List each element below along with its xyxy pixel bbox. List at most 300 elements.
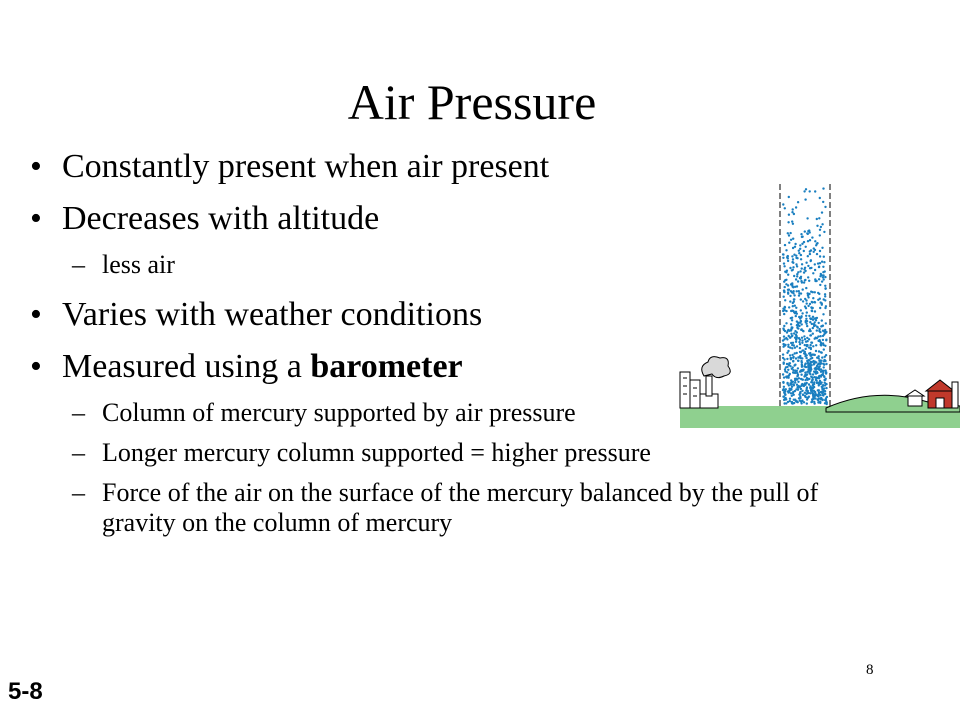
air-particle xyxy=(807,292,809,294)
air-particle xyxy=(792,371,794,373)
air-particle xyxy=(804,279,806,281)
air-particle xyxy=(821,261,823,263)
air-particle xyxy=(814,321,816,323)
page-number: 8 xyxy=(866,662,874,678)
air-particle xyxy=(782,257,784,259)
air-particle xyxy=(787,401,789,403)
air-particle xyxy=(801,337,803,339)
air-particle xyxy=(807,240,809,242)
air-particle xyxy=(788,374,790,376)
air-particle xyxy=(792,247,794,249)
air-particle xyxy=(794,352,796,354)
air-particle xyxy=(793,301,795,303)
air-particle xyxy=(824,206,826,208)
air-particle xyxy=(803,190,805,192)
air-particle xyxy=(787,344,789,346)
air-particle xyxy=(788,306,790,308)
air-particle xyxy=(802,300,804,302)
air-particle xyxy=(792,286,794,288)
air-particle xyxy=(824,285,826,287)
air-particle xyxy=(795,388,797,390)
dash-icon: – xyxy=(72,438,85,467)
air-particle xyxy=(796,265,798,267)
air-particle xyxy=(812,297,814,299)
air-particle xyxy=(791,326,793,328)
air-particle xyxy=(823,256,825,258)
air-particle xyxy=(784,306,786,308)
air-particle xyxy=(801,328,803,330)
air-particle xyxy=(782,253,784,255)
air-particle xyxy=(809,385,811,387)
air-particle xyxy=(825,305,827,307)
air-particle xyxy=(799,343,801,345)
air-particle xyxy=(819,307,821,309)
air-particle xyxy=(787,284,789,286)
air-particle xyxy=(790,317,792,319)
air-particle xyxy=(785,376,787,378)
dash-icon: – xyxy=(72,250,85,279)
air-particle xyxy=(785,322,787,324)
air-particle xyxy=(782,381,784,383)
air-particle xyxy=(818,389,820,391)
dash-icon: – xyxy=(72,478,85,507)
air-particle xyxy=(811,377,813,379)
air-particle xyxy=(796,273,798,275)
air-particle xyxy=(800,316,802,318)
air-particle xyxy=(805,393,807,395)
air-particle xyxy=(822,201,824,203)
air-particle xyxy=(818,383,820,385)
sub-bullet-text: less air xyxy=(102,250,175,279)
air-particle xyxy=(820,325,822,327)
air-particle xyxy=(824,295,826,297)
air-particle xyxy=(804,379,806,381)
air-particle xyxy=(788,330,790,332)
air-particle xyxy=(823,278,825,280)
air-particle xyxy=(791,255,793,257)
air-particle xyxy=(821,211,823,213)
air-particle xyxy=(804,338,806,340)
air-particle xyxy=(794,243,796,245)
bullet-text-bold: barometer xyxy=(310,348,463,385)
air-particle xyxy=(809,253,811,255)
air-particle xyxy=(792,266,794,268)
air-particle xyxy=(797,360,799,362)
air-particle xyxy=(791,344,793,346)
air-particle xyxy=(790,383,792,385)
air-particle xyxy=(801,383,803,385)
air-particle xyxy=(818,357,820,359)
air-particle xyxy=(804,375,806,377)
air-particle xyxy=(791,335,793,337)
air-particle xyxy=(783,291,785,293)
air-particle xyxy=(806,337,808,339)
air-particle xyxy=(798,385,800,387)
air-particle xyxy=(804,198,806,200)
air-particle xyxy=(790,239,792,241)
air-particle xyxy=(814,269,816,271)
air-particle xyxy=(824,287,826,289)
air-particle xyxy=(820,375,822,377)
air-particle xyxy=(782,310,784,312)
air-particle xyxy=(798,341,800,343)
air-particle xyxy=(817,299,819,301)
air-particle xyxy=(813,370,815,372)
bullet-text-prefix: Measured using a xyxy=(62,348,311,385)
air-particle xyxy=(802,370,804,372)
air-particle xyxy=(823,348,825,350)
air-particle xyxy=(825,339,827,341)
air-particle xyxy=(789,354,791,356)
air-particle xyxy=(783,335,785,337)
air-particle xyxy=(819,335,821,337)
air-particle xyxy=(816,372,818,374)
air-particle xyxy=(805,389,807,391)
air-particle xyxy=(804,298,806,300)
air-particle xyxy=(793,294,795,296)
air-particle xyxy=(824,276,826,278)
air-particle xyxy=(792,223,794,225)
air-particle xyxy=(817,292,819,294)
air-particle xyxy=(789,232,791,234)
air-particle xyxy=(811,401,813,403)
air-particle xyxy=(820,351,822,353)
air-particle xyxy=(822,372,824,374)
air-particle xyxy=(804,351,806,353)
sub-bullet-text: Force of the air on the surface of the mercury balanced by the pull of gravity on the column of mercury xyxy=(102,478,819,537)
air-particle xyxy=(810,348,812,350)
air-particle xyxy=(812,272,814,274)
air-particle xyxy=(815,376,817,378)
air-particle xyxy=(821,319,823,321)
air-particle xyxy=(812,392,814,394)
air-particle xyxy=(811,310,813,312)
air-particle xyxy=(816,317,818,319)
air-particle xyxy=(812,373,814,375)
air-particle xyxy=(813,301,815,303)
air-particle xyxy=(784,299,786,301)
air-particle xyxy=(792,356,794,358)
air-particle xyxy=(798,290,800,292)
air-particle xyxy=(799,347,801,349)
air-particle xyxy=(815,379,817,381)
air-particle xyxy=(825,372,827,374)
farm-barn-icon xyxy=(906,380,958,408)
air-particle xyxy=(818,330,820,332)
air-particle xyxy=(793,275,795,277)
air-particle xyxy=(823,231,825,233)
air-particle xyxy=(792,238,794,240)
air-particle xyxy=(808,330,810,332)
air-particle xyxy=(811,389,813,391)
air-particle xyxy=(801,399,803,401)
air-particle xyxy=(818,369,820,371)
air-particle xyxy=(801,312,803,314)
air-particle xyxy=(796,257,798,259)
air-particle xyxy=(818,217,820,219)
air-particle xyxy=(789,398,791,400)
air-particle xyxy=(807,305,809,307)
factory-smoke-icon xyxy=(702,357,731,396)
air-particle xyxy=(782,373,784,375)
air-particle xyxy=(808,383,810,385)
air-particle xyxy=(789,300,791,302)
air-particle xyxy=(814,278,816,280)
air-particle xyxy=(824,329,826,331)
air-particle xyxy=(824,393,826,395)
air-particle xyxy=(786,256,788,258)
air-particle xyxy=(795,206,797,208)
air-particle xyxy=(805,246,807,248)
air-particle xyxy=(815,368,817,370)
air-particle xyxy=(792,208,794,210)
air-particle xyxy=(798,337,800,339)
sub-bullet-text: Column of mercury supported by air pressure xyxy=(102,398,576,427)
air-particle xyxy=(810,291,812,293)
air-particle xyxy=(788,391,790,393)
air-particle xyxy=(801,361,803,363)
air-particle xyxy=(824,399,826,401)
air-particle xyxy=(783,325,785,327)
air-particle xyxy=(806,325,808,327)
air-particle xyxy=(791,401,793,403)
air-particle xyxy=(818,393,820,395)
air-particle xyxy=(813,397,815,399)
air-particle xyxy=(811,307,813,309)
air-particle xyxy=(800,233,802,235)
air-particle xyxy=(814,240,816,242)
air-particle xyxy=(813,354,815,356)
air-particle xyxy=(806,311,808,313)
air-particle xyxy=(782,327,784,329)
air-particle xyxy=(821,247,823,249)
air-particle xyxy=(799,399,801,401)
air-particle xyxy=(805,341,807,343)
air-particle xyxy=(792,258,794,260)
air-particle xyxy=(801,263,803,265)
air-particle xyxy=(796,400,798,402)
air-particle xyxy=(804,396,806,398)
air-particle xyxy=(820,344,822,346)
air-particle xyxy=(798,252,800,254)
air-particle xyxy=(784,244,786,246)
air-particle xyxy=(802,330,804,332)
dash-icon: – xyxy=(72,398,85,427)
air-particle xyxy=(818,322,820,324)
air-particle xyxy=(809,190,811,192)
air-particle xyxy=(798,325,800,327)
slide-title: Air Pressure xyxy=(347,74,597,130)
air-particle xyxy=(825,387,827,389)
air-particle xyxy=(819,250,821,252)
air-particle xyxy=(795,255,797,257)
air-particle xyxy=(795,307,797,309)
air-particle xyxy=(805,188,807,190)
sub-bullet-item xyxy=(30,438,930,468)
air-particle xyxy=(796,327,798,329)
air-particle xyxy=(799,392,801,394)
air-particle xyxy=(798,294,800,296)
air-particle xyxy=(785,271,787,273)
air-particle xyxy=(782,353,784,355)
air-particle xyxy=(816,382,818,384)
air-particle xyxy=(823,360,825,362)
air-particle xyxy=(811,301,813,303)
bullet-icon: • xyxy=(30,200,42,237)
air-particle xyxy=(809,370,811,372)
air-particle xyxy=(815,319,817,321)
air-particle xyxy=(797,367,799,369)
air-particle xyxy=(824,382,826,384)
air-particle xyxy=(801,267,803,269)
air-particle xyxy=(791,211,793,213)
air-particle xyxy=(822,187,824,189)
air-particle xyxy=(801,390,803,392)
air-particle xyxy=(788,214,790,216)
air-particle xyxy=(801,236,803,238)
air-particle xyxy=(787,274,789,276)
air-particle xyxy=(788,242,790,244)
air-particle xyxy=(783,296,785,298)
air-particle xyxy=(814,263,816,265)
slide-code: 5-8 xyxy=(8,678,43,705)
air-particle xyxy=(789,267,791,269)
air-particle xyxy=(796,345,798,347)
air-particle xyxy=(805,315,807,317)
air-particle xyxy=(812,333,814,335)
air-particle xyxy=(825,363,827,365)
air-particle xyxy=(782,203,784,205)
bullet-text: Varies with weather conditions xyxy=(62,296,483,333)
air-particle xyxy=(782,357,784,359)
bullet-icon: • xyxy=(30,296,42,333)
air-particle xyxy=(796,352,798,354)
air-particle xyxy=(784,286,786,288)
air-particle xyxy=(824,390,826,392)
air-particle xyxy=(801,357,803,359)
air-particle xyxy=(787,221,789,223)
air-particle xyxy=(814,338,816,340)
air-particle xyxy=(806,402,808,404)
air-particle xyxy=(793,402,795,404)
air-particle xyxy=(826,403,828,405)
air-pressure-illustration xyxy=(676,180,960,428)
air-particle xyxy=(793,332,795,334)
air-particle xyxy=(822,339,824,341)
air-particle xyxy=(789,388,791,390)
air-particle xyxy=(804,371,806,373)
air-particle xyxy=(785,337,787,339)
air-particle xyxy=(791,368,793,370)
air-particle xyxy=(815,393,817,395)
bullet-text: Constantly present when air present xyxy=(62,148,550,185)
air-particle xyxy=(786,352,788,354)
air-particle xyxy=(782,389,784,391)
air-particle xyxy=(821,223,823,225)
air-particle xyxy=(796,290,798,292)
air-particle xyxy=(816,326,818,328)
air-particle xyxy=(818,266,820,268)
air-particle xyxy=(796,331,798,333)
air-particle xyxy=(806,360,808,362)
air-particle xyxy=(820,226,822,228)
air-particle xyxy=(807,265,809,267)
air-particle xyxy=(802,288,804,290)
air-particle xyxy=(796,337,798,339)
air-particle xyxy=(809,231,811,233)
air-particle xyxy=(807,379,809,381)
air-particle xyxy=(785,366,787,368)
air-particle xyxy=(818,355,820,357)
air-particle xyxy=(802,394,804,396)
air-particle xyxy=(802,379,804,381)
air-particle xyxy=(806,217,808,219)
air-particle xyxy=(792,360,794,362)
air-particle xyxy=(816,242,818,244)
air-particle xyxy=(796,285,798,287)
air-particle xyxy=(822,313,824,315)
air-particle xyxy=(821,304,823,306)
air-particle xyxy=(793,399,795,401)
air-particle xyxy=(799,355,801,357)
air-particle xyxy=(789,362,791,364)
air-particle xyxy=(806,354,808,356)
air-particle xyxy=(812,327,814,329)
air-particle xyxy=(806,344,808,346)
air-particle xyxy=(790,310,792,312)
air-particle xyxy=(783,262,785,264)
air-particle xyxy=(803,250,805,252)
air-particle xyxy=(821,280,823,282)
air-particle xyxy=(811,236,813,238)
air-particle xyxy=(824,299,826,301)
air-particle xyxy=(786,371,788,373)
air-particle xyxy=(783,265,785,267)
air-particle xyxy=(819,197,821,199)
air-particle xyxy=(800,254,802,256)
air-particle xyxy=(803,241,805,243)
air-particle xyxy=(796,313,798,315)
air-particle xyxy=(791,291,793,293)
air-particle xyxy=(819,229,821,231)
air-particle xyxy=(817,395,819,397)
air-particle xyxy=(815,344,817,346)
air-particle xyxy=(818,377,820,379)
air-particle xyxy=(791,386,793,388)
air-particle xyxy=(785,388,787,390)
air-particle xyxy=(786,363,788,365)
air-particle xyxy=(800,276,802,278)
air-particle xyxy=(804,305,806,307)
air-particle xyxy=(818,398,820,400)
air-particle xyxy=(823,364,825,366)
air-particle xyxy=(784,344,786,346)
air-particle xyxy=(822,266,824,268)
air-particle xyxy=(809,392,811,394)
air-particle xyxy=(783,402,785,404)
air-particle xyxy=(796,375,798,377)
air-particle xyxy=(787,291,789,293)
air-particle xyxy=(808,352,810,354)
air-particle xyxy=(799,248,801,250)
air-particle xyxy=(795,278,797,280)
air-particle xyxy=(787,232,789,234)
air-particle xyxy=(822,342,824,344)
air-particle xyxy=(798,316,800,318)
air-particle xyxy=(783,313,785,315)
air-particle xyxy=(807,365,809,367)
air-particle xyxy=(823,261,825,263)
